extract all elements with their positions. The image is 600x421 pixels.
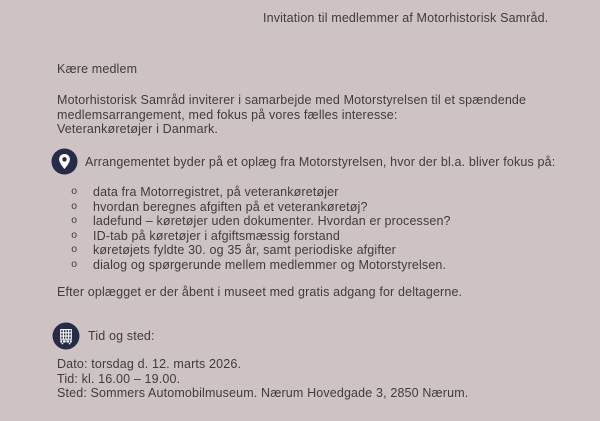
document-title: Invitation til medlemmer af Motorhistorisk Samråd. (263, 11, 549, 25)
list-bullet: o (71, 215, 78, 228)
after-note: Efter oplægget er der åbent i museet med gratis adgang for deltagerne. (57, 285, 463, 299)
intro-line: medlemsarrangement, med fokus på vores fælles interesse: (57, 107, 398, 122)
agenda-item-text: hvordan beregnes afgiften på et veterankøretøj? (93, 199, 368, 214)
when-where-section-header (52, 322, 155, 350)
list-item (71, 258, 451, 273)
agenda-item-text: data fra Motorregistret, på veterankøretøjer (93, 185, 339, 199)
list-item (71, 200, 451, 215)
detail-date: Dato: torsdag d. 12. marts 2026. (57, 357, 242, 371)
list-bullet: o (71, 186, 78, 198)
intro-paragraph (57, 93, 526, 137)
intro-line: Motorhistorisk Samråd inviterer i samarbejde med Motorstyrelsen til et spændende (57, 93, 527, 107)
event-details (57, 357, 468, 401)
agenda-item-text: køretøjets fyldte 30. og 35 år, samt periodiske afgifter (93, 243, 396, 258)
list-item (71, 214, 451, 229)
agenda-item-text: dialog og spørgerunde mellem medlemmer og Motorstyrelsen. (93, 257, 447, 272)
calendar-icon (52, 322, 80, 350)
agenda-heading: Arrangementet byder på et oplæg fra Motorstyrelsen, hvor der bl.a. bliver fokus på: (85, 154, 556, 169)
list-bullet: o (71, 200, 78, 213)
list-item (71, 185, 451, 200)
agenda-list (71, 185, 451, 273)
when-where-heading: Tid og sted: (88, 329, 155, 343)
list-item (71, 243, 451, 258)
intro-line: Veterankøretøjer i Danmark. (57, 122, 219, 137)
agenda-item-text: ladefund – køretøjer uden dokumenter. Hvordan er processen? (93, 214, 451, 229)
agenda-section-header (51, 148, 555, 175)
location-pin-icon (51, 148, 78, 175)
detail-time: Tid: kl. 16.00 – 19.00. (57, 371, 181, 386)
greeting-line: Kære medlem (57, 62, 138, 76)
detail-place: Sted: Sommers Automobilmuseum. Nærum Hovedgade 3, 2850 Nærum. (57, 386, 469, 401)
list-bullet: o (71, 258, 78, 271)
list-item (71, 229, 451, 244)
list-bullet: o (71, 229, 78, 242)
list-bullet: o (71, 244, 78, 257)
agenda-item-text: ID-tab på køretøjer i afgiftsmæssig forstand (93, 228, 340, 243)
